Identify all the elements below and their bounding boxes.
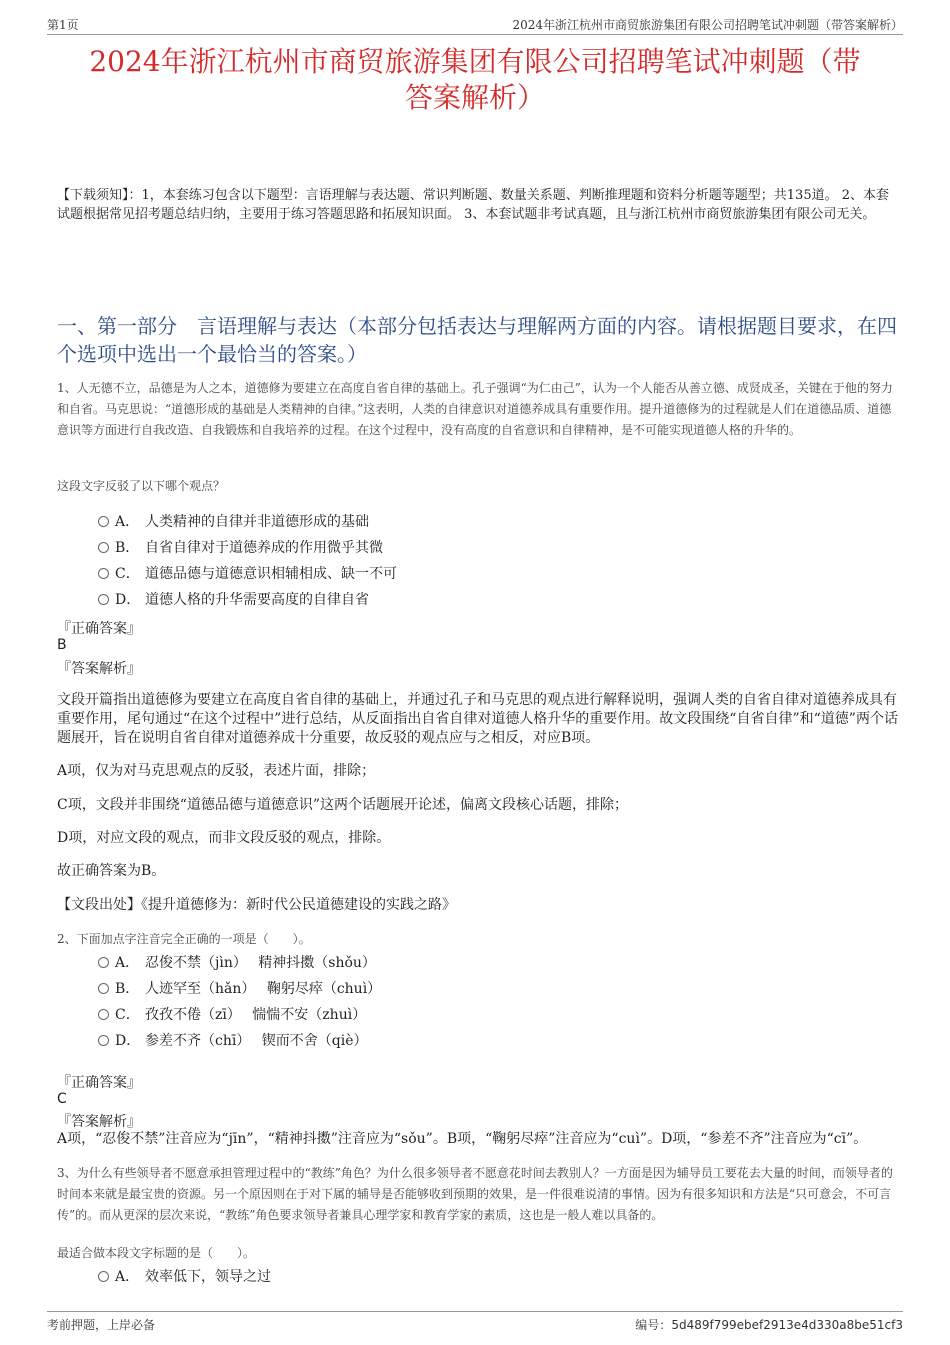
radio-button-icon[interactable]	[98, 594, 109, 605]
q2-option-c[interactable]	[98, 1006, 366, 1024]
q2-answer: C	[57, 1091, 67, 1107]
q2-analysis: A项，“忍俊不禁”注音应为“jīn”，“精神抖擞”注音应为“sǒu”。B项，“鞠躬尽瘁”注音应为“cuì”。D项，“参差不齐”注音应为“cī”。	[57, 1131, 868, 1147]
q1-question: 这段文字反驳了以下哪个观点？	[57, 479, 226, 493]
document-title-line-2: 答案解析）	[404, 81, 545, 114]
option-letter: A．	[115, 514, 140, 530]
q1-analysis-a: A项，仅为对马克思观点的反驳，表述片面，排除；	[57, 763, 376, 779]
document-title	[50, 44, 900, 116]
option-letter: A．	[115, 1269, 140, 1285]
q2-answer-label: 『正确答案』	[57, 1075, 141, 1091]
option-text: 效率低下，领导之过	[145, 1269, 271, 1285]
option-text: 道德人格的升华需要高度的自律自省	[145, 592, 369, 608]
radio-button-icon[interactable]	[98, 542, 109, 553]
q1-answer: B	[57, 637, 67, 653]
q1-option-d[interactable]	[98, 591, 369, 609]
option-text: 人迹罕至（hǎn） 鞠躬尽瘁（chuì）	[145, 981, 382, 997]
q1-analysis-c: C项，文段并非围绕“道德品德与道德意识”这两个话题展开论述，偏离文段核心话题，排除；	[57, 797, 629, 813]
radio-button-icon[interactable]	[98, 1035, 109, 1046]
q1-option-b[interactable]	[98, 539, 383, 557]
option-letter: A．	[115, 955, 140, 971]
q1-option-a[interactable]	[98, 513, 369, 531]
q1-conclusion: 故正确答案为B。	[57, 863, 166, 879]
header-doc-title: 2024年浙江杭州市商贸旅游集团有限公司招聘笔试冲刺题（带答案解析）	[512, 18, 903, 32]
option-letter: B．	[115, 981, 140, 997]
radio-button-icon[interactable]	[98, 983, 109, 994]
q3-passage: 3、为什么有些领导者不愿意承担管理过程中的“教练”角色？为什么很多领导者不愿意花时间去教别人？一方面是因为辅导员工要花去大量的时间，而领导者的时间本来就是最宝贵的资源。另一个原因则在于对下属的辅导是否能够收到预期的效果，是一件很难说清的事情。因为有很多知识和方法是“只可意会，不可言传”的。而从更深的层次来说，“教练”角色要求领导者兼具心理学家和教育学家的素质，这也是一般人难以具备的。	[57, 1166, 893, 1222]
footer-code-value: 5d489f799ebef2913e4d330a8be51cf3	[671, 1318, 903, 1332]
radio-button-icon[interactable]	[98, 1009, 109, 1020]
q2-option-a[interactable]	[98, 954, 376, 972]
q2-option-d[interactable]	[98, 1032, 368, 1050]
q1-passage: 1、人无德不立，品德是为人之本，道德修为要建立在高度自省自律的基础上。孔子强调“为仁由己”，认为一个人能否从善立德、成贤成圣，关键在于他的努力和自省。马克思说：“道德形成的基础是人类精神的自律。”这表明，人类的自律意识对道德养成具有重要作用。提升道德修为的过程就是人们在道德品质、道德意识等方面进行自我改造、自我锻炼和自我培养的过程。在这个过程中，没有高度的自省意识和自律精神，是不可能实现道德人格的升华的。	[57, 381, 893, 437]
footer-slogan: 考前押题，上岸必备	[47, 1318, 156, 1332]
q3-question: 最适合做本段文字标题的是（ ）。	[57, 1246, 256, 1260]
q1-analysis-paragraph: 文段开篇指出道德修为要建立在高度自省自律的基础上，并通过孔子和马克思的观点进行解释说明，强调人类的自省自律对道德养成具有重要作用，尾句通过“在这个过程中”进行总结，从反面指出自省自律对道德人格升华的重要作用。故文段围绕“自省自律”和“道德”两个话题展开，旨在说明自省自律对道德养成十分重要，故反驳的观点应与之相反，对应B项。	[57, 692, 898, 746]
option-letter: B．	[115, 540, 140, 556]
footer-code-label: 编号：	[635, 1318, 672, 1332]
option-text: 人类精神的自律并非道德形成的基础	[145, 514, 369, 530]
page-footer	[47, 1311, 903, 1336]
radio-button-icon[interactable]	[98, 1271, 109, 1282]
q1-answer-label: 『正确答案』	[57, 621, 141, 637]
option-text: 参差不齐（chī） 锲而不舍（qiè）	[145, 1033, 368, 1049]
page-header	[47, 14, 903, 35]
q1-analysis-label: 『答案解析』	[57, 661, 141, 677]
q1-analysis-d: D项，对应文段的观点，而非文段反驳的观点，排除。	[57, 830, 391, 846]
page-number: 第1页	[47, 18, 79, 32]
q3-option-a[interactable]	[98, 1268, 271, 1286]
section-heading: 一、第一部分 言语理解与表达（本部分包括表达与理解两方面的内容。请根据题目要求，在四个选项中选出一个最恰当的答案。）	[57, 314, 897, 366]
option-letter: C．	[115, 566, 140, 582]
footer-code	[635, 1316, 903, 1333]
q2-analysis-label: 『答案解析』	[57, 1114, 141, 1130]
radio-button-icon[interactable]	[98, 516, 109, 527]
q1-option-c[interactable]	[98, 565, 397, 583]
q2-option-b[interactable]	[98, 980, 381, 998]
download-notice: 【下载须知】：1，本套练习包含以下题型：言语理解与表达题、常识判断题、数量关系题、判断推理题和资料分析题等题型；共135道。 2、本套试题根据常见招考题总结归纳，主要用于练习答题思路和拓展知识面。 3、本套试题非考试真题，且与浙江杭州市商贸旅游集团有限公司无关。	[57, 188, 889, 222]
option-text: 自省自律对于道德养成的作用微乎其微	[145, 540, 383, 556]
radio-button-icon[interactable]	[98, 957, 109, 968]
option-letter: D．	[115, 1033, 141, 1049]
option-text: 孜孜不倦（zī） 惴惴不安（zhuì）	[145, 1007, 367, 1023]
option-letter: D．	[115, 592, 141, 608]
radio-button-icon[interactable]	[98, 568, 109, 579]
q2-question: 2、下面加点字注音完全正确的一项是（ ）。	[57, 932, 311, 946]
q1-source: 【文段出处】《提升道德修为：新时代公民道德建设的实践之路》	[57, 897, 456, 913]
option-text: 忍俊不禁（jìn） 精神抖擞（shǒu）	[145, 955, 376, 971]
option-letter: C．	[115, 1007, 140, 1023]
option-text: 道德品德与道德意识相辅相成、缺一不可	[145, 566, 397, 582]
document-title-line-1: 2024年浙江杭州市商贸旅游集团有限公司招聘笔试冲刺题（带	[89, 45, 861, 78]
